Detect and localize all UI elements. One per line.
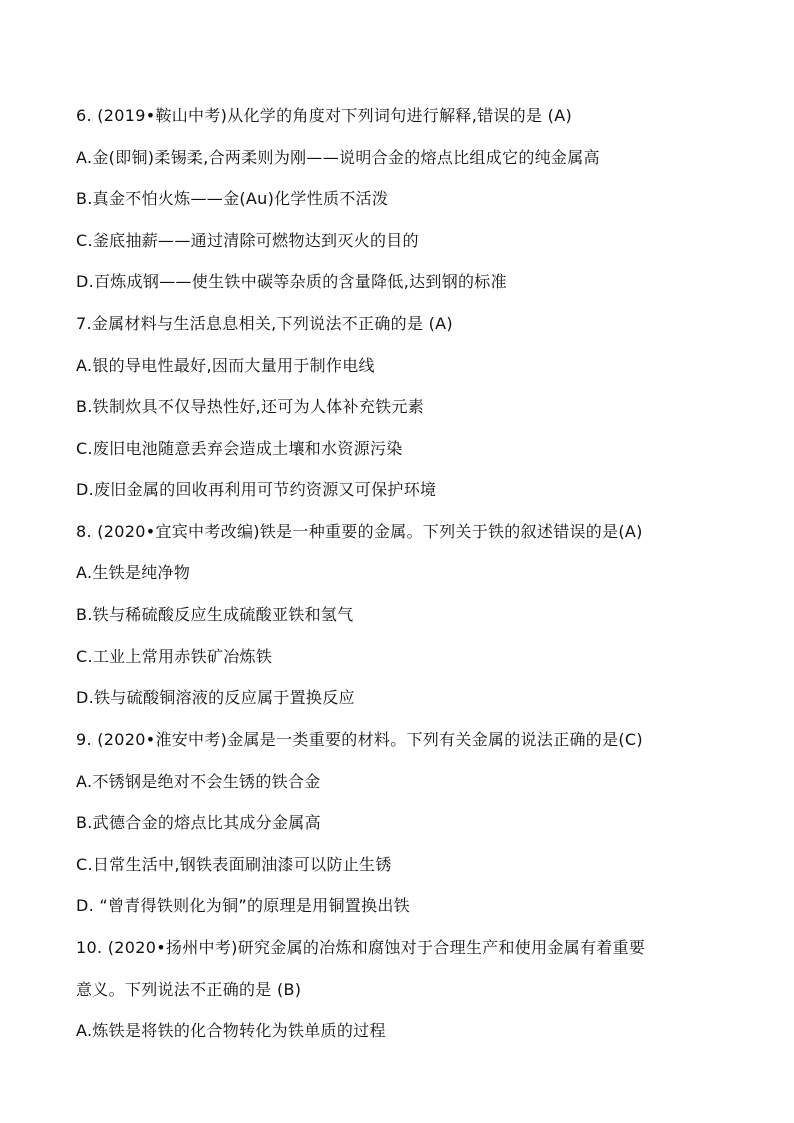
question-8-option-d: D.铁与硫酸铜溶液的反应属于置换反应 [76,688,355,707]
question-10-option-a: A.炼铁是将铁的化合物转化为铁单质的过程 [76,1021,386,1040]
question-6-stem: 6. (2019•鞍山中考)从化学的角度对下列词句进行解释,错误的是 (A) [76,106,572,125]
question-9-option-a: A.不锈钢是绝对不会生锈的铁合金 [76,772,321,791]
question-8-option-a: A.生铁是纯净物 [76,563,191,582]
question-6-option-a: A.金(即铜)柔锡柔,合两柔则为刚——说明合金的熔点比组成它的纯金属高 [76,148,600,167]
question-7-option-c: C.废旧电池随意丢弃会造成土壤和水资源污染 [76,439,403,458]
question-8-option-c: C.工业上常用赤铁矿冶炼铁 [76,647,273,666]
question-9-option-d: D. “曾青得铁则化为铜”的原理是用铜置换出铁 [76,896,410,915]
question-8-stem: 8. (2020•宜宾中考改编)铁是一种重要的金属。下列关于铁的叙述错误的是(A) [76,522,643,541]
question-7-option-b: B.铁制炊具不仅导热性好,还可为人体补充铁元素 [76,397,425,416]
question-9-option-b: B.武德合金的熔点比其成分金属高 [76,813,321,832]
question-10-stem-line-1: 10. (2020•扬州中考)研究金属的冶炼和腐蚀对于合理生产和使用金属有着重要 [76,938,646,957]
question-8-option-b: B.铁与稀硫酸反应生成硫酸亚铁和氢气 [76,605,354,624]
question-7-stem: 7.金属材料与生活息息相关,下列说法不正确的是 (A) [76,314,453,333]
question-9-option-c: C.日常生活中,钢铁表面刷油漆可以防止生锈 [76,855,392,874]
question-6-option-b: B.真金不怕火炼——金(Au)化学性质不活泼 [76,189,389,208]
question-10-stem-line-2: 意义。下列说法不正确的是 (B) [76,980,302,999]
question-6-option-c: C.釜底抽薪——通过清除可燃物达到灭火的目的 [76,231,419,250]
question-9-stem: 9. (2020•淮安中考)金属是一类重要的材料。下列有关金属的说法正确的是(C) [76,730,643,749]
question-7-option-a: A.银的导电性最好,因而大量用于制作电线 [76,356,375,375]
question-6-option-d: D.百炼成钢——使生铁中碳等杂质的含量降低,达到钢的标准 [76,272,507,291]
question-7-option-d: D.废旧金属的回收再利用可节约资源又可保护环境 [76,480,437,499]
